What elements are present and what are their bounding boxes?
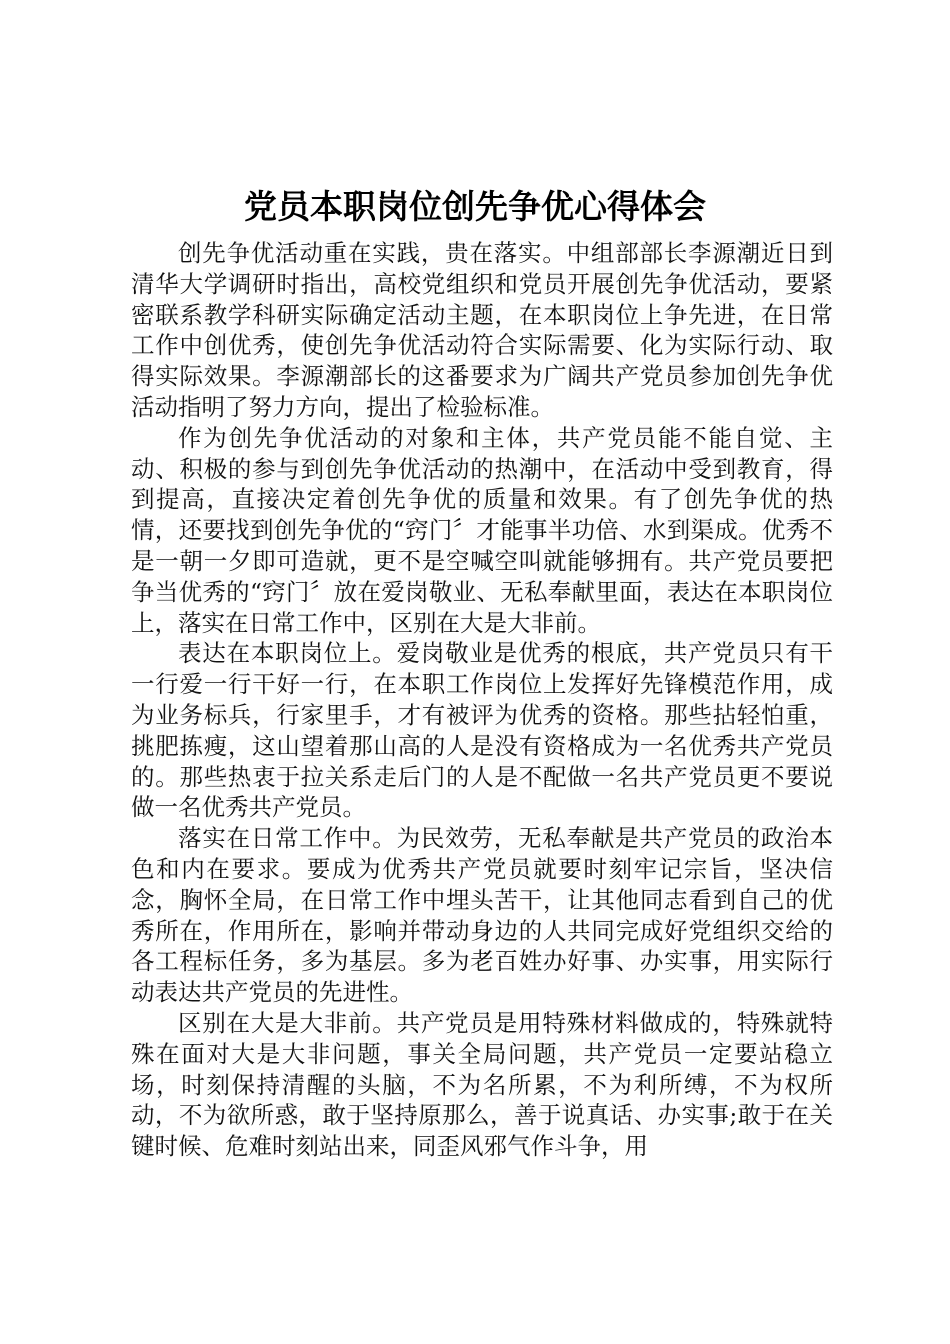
paragraph-5: 区别在大是大非前。共产党员是用特殊材料做成的，特殊就特殊在面对大是大非问题，事关全局问题，共产党员一定要站稳立场，时刻保持清醒的头脑，不为名所累，不为利所缚，不为权所动，不为欲所惑，敢于坚持原那么，善于说真话、办实事;敢于在关键时候、危难时刻站出来，同歪风邪气作斗争，用 [131, 1008, 833, 1161]
paragraph-2: 作为创先争优活动的对象和主体，共产党员能不能自觉、主动、积极的参与到创先争优活动的热潮中，在活动中受到教育，得到提高，直接决定着创先争优的质量和效果。有了创先争优的热情，还要找到创先争优的“窍门〞才能事半功倍、水到渠成。优秀不是一朝一夕即可造就，更不是空喊空叫就能够拥有。共产党员要把争当优秀的“窍门〞放在爱岗敬业、无私奉献里面，表达在本职岗位上，落实在日常工作中，区别在大是大非前。 [131, 423, 833, 637]
document-title: 党员本职岗位创先争优心得体会 [244, 187, 706, 226]
document-body [131, 238, 833, 1162]
paragraph-3: 表达在本职岗位上。爱岗敬业是优秀的根底，共产党员只有干一行爱一行干好一行，在本职工作岗位上发挥好先锋模范作用，成为业务标兵，行家里手，才有被评为优秀的资格。那些拈轻怕重，挑肥拣瘦，这山望着那山高的人是没有资格成为一名优秀共产党员的。那些热衷于拉关系走后门的人是不配做一名共产党员更不要说做一名优秀共产党员。 [131, 639, 833, 822]
paragraph-4: 落实在日常工作中。为民效劳，无私奉献是共产党员的政治本色和内在要求。要成为优秀共产党员就要时刻牢记宗旨，坚决信念，胸怀全局，在日常工作中埋头苦干，让其他同志看到自己的优秀所在，作用所在，影响并带动身边的人共同完成好党组织交给的各工程标任务，多为基层。多为老百姓办好事、办实事，用实际行动表达共产党员的先进性。 [131, 824, 833, 1007]
paragraph-1: 创先争优活动重在实践，贵在落实。中组部部长李源潮近日到清华大学调研时指出，高校党组织和党员开展创先争优活动，要紧密联系教学科研实际确定活动主题，在本职岗位上争先进，在日常工作中创优秀，使创先争优活动符合实际需要、化为实际行动、取得实际效果。李源潮部长的这番要求为广阔共产党员参加创先争优活动指明了努力方向，提出了检验标准。 [131, 239, 833, 421]
